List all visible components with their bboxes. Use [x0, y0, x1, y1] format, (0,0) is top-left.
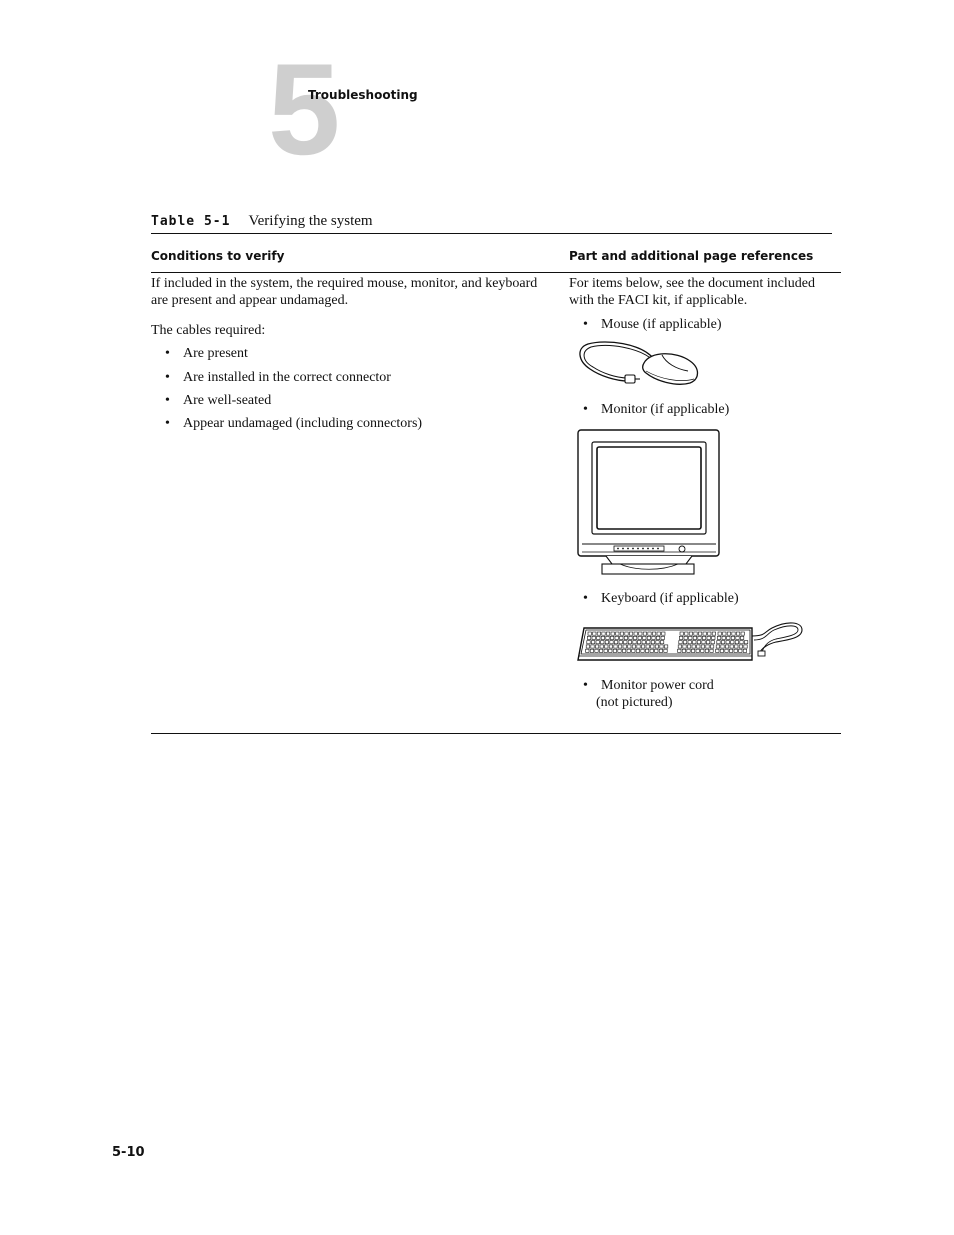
header-rule	[151, 272, 841, 273]
conditions-intro: If included in the system, the required mouse, monitor, and keyboard are present and appear undamaged.	[151, 276, 538, 308]
references-intro: For items below, see the document included with the FACI kit, if applicable.	[569, 276, 815, 308]
cables-lead: The cables required:	[151, 323, 266, 338]
list-item: • Are installed in the correct connector	[165, 370, 391, 385]
chapter-number: 5	[268, 36, 337, 182]
keyboard-illustration	[576, 616, 804, 664]
table-bottom-rule	[151, 733, 841, 734]
table-title: Verifying the system	[248, 213, 373, 229]
mouse-illustration	[576, 337, 702, 389]
chapter-title: Troubleshooting	[308, 88, 418, 102]
monitor-illustration	[576, 428, 722, 576]
page-number: 5-10	[112, 1145, 145, 1160]
column-header-conditions: Conditions to verify	[151, 249, 285, 263]
table-top-rule	[151, 233, 832, 234]
list-item: • Keyboard (if applicable)	[583, 591, 739, 606]
list-item: • Are well-seated	[165, 393, 272, 408]
list-item: • Appear undamaged (including connectors)	[165, 416, 423, 431]
table-label: Table 5-1	[151, 214, 231, 229]
list-item: • Monitor power cord	[583, 678, 714, 693]
table-caption	[151, 212, 373, 230]
list-item: • Are present	[165, 346, 248, 361]
list-item-continuation: (not pictured)	[596, 695, 673, 710]
list-item: • Monitor (if applicable)	[583, 402, 730, 417]
list-item: • Mouse (if applicable)	[583, 317, 722, 332]
column-header-references: Part and additional page references	[569, 249, 814, 263]
